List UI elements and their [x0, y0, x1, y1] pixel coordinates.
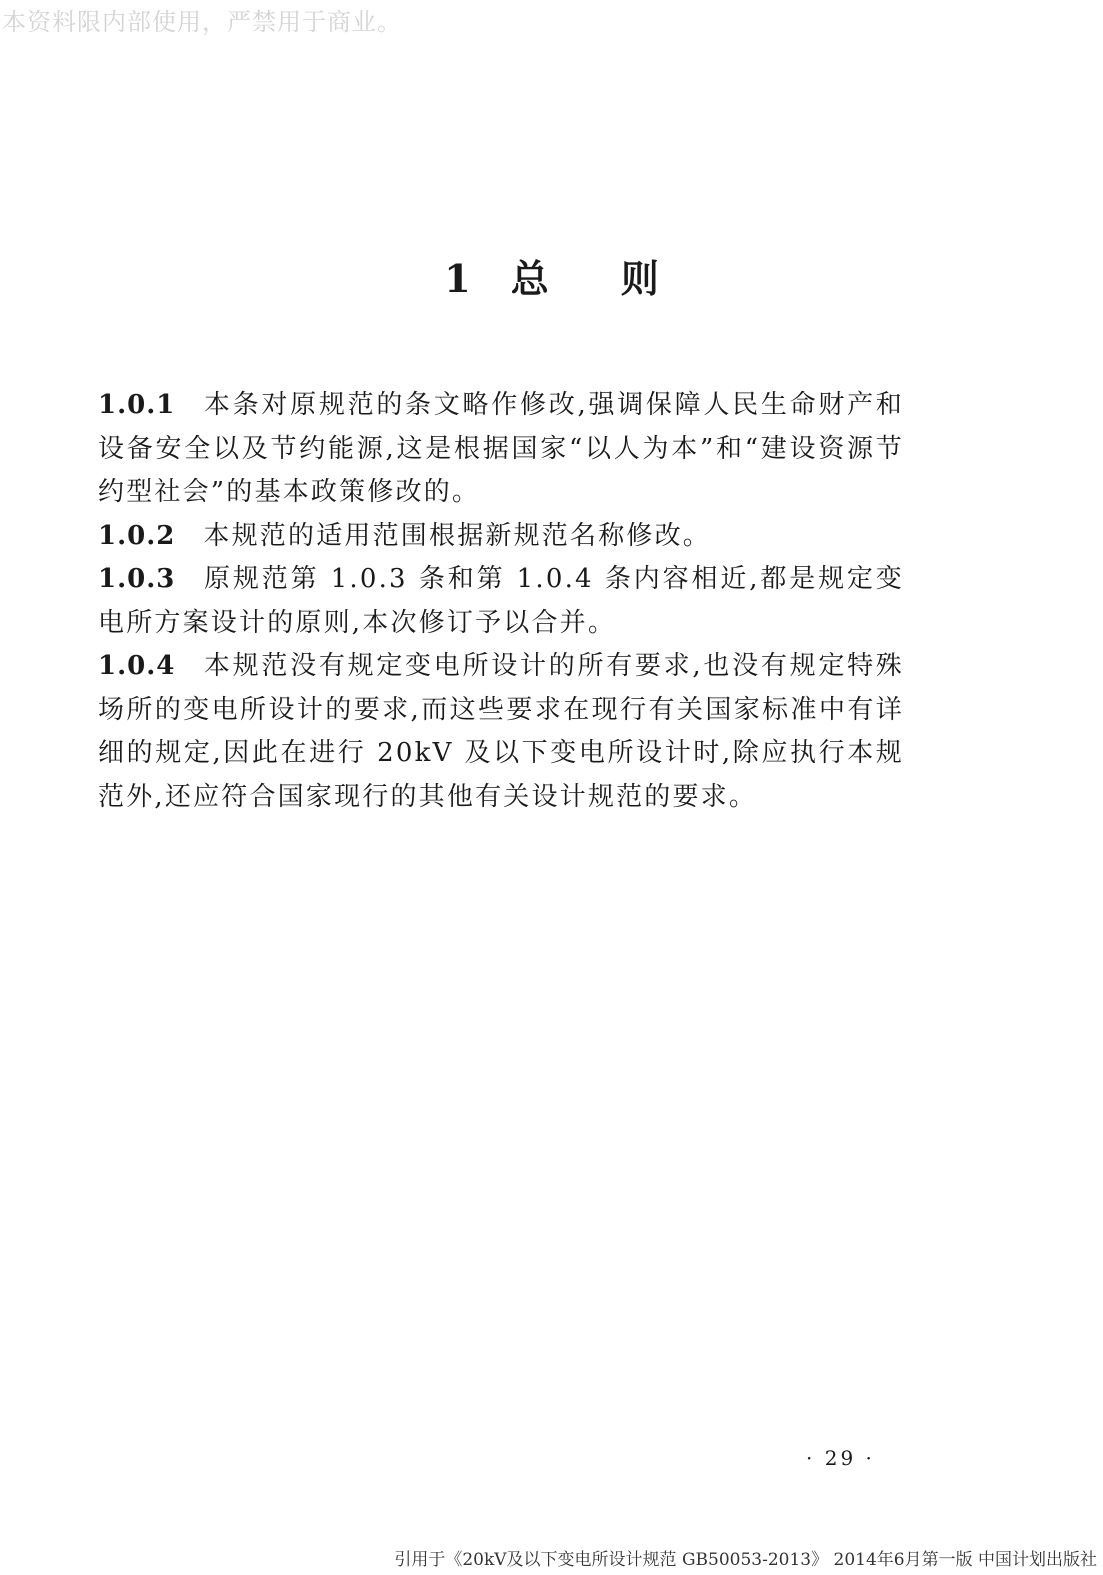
- clause-1-0-1: [98, 384, 904, 515]
- clause-text: 本规范没有规定变电所设计的所有要求,也没有规定特殊场所的变电所设计的要求,而这些要求在现行有关国家标准中有详细的规定,因此在进行 20kV 及以下变电所设计时,除应执行本规范外,还应符合国家现行的其他有关设计规范的要求。: [98, 651, 904, 812]
- clause-text: 本规范的适用范围根据新规范名称修改。: [203, 520, 711, 551]
- chapter-number: 1: [444, 256, 473, 301]
- clause-text: 本条对原规范的条文略作修改,强调保障人民生命财产和设备安全以及节约能源,这是根据国家“以人为本”和“建设资源节约型社会”的基本政策修改的。: [98, 390, 904, 507]
- watermark: 本资料限内部使用，严禁用于商业。: [2, 8, 402, 36]
- citation-footer: 引用于《20kV及以下变电所设计规范 GB50053-2013》 2014年6月第一版 中国计划出版社: [394, 1550, 1097, 1570]
- clause-number: 1.0.1: [98, 390, 176, 420]
- clause-1-0-3: [98, 558, 904, 645]
- clause-1-0-4: [98, 645, 904, 819]
- clause-number: 1.0.2: [98, 520, 176, 551]
- clauses-body: [98, 384, 904, 819]
- clause-number: 1.0.3: [98, 564, 176, 594]
- clause-1-0-2: [98, 515, 904, 559]
- chapter-title: [0, 248, 1103, 303]
- clause-text: 原规范第 1.0.3 条和第 1.0.4 条内容相近,都是规定变电所方案设计的原则,本次修订予以合并。: [98, 564, 904, 638]
- clause-number: 1.0.4: [98, 651, 176, 681]
- page-number: · 29 ·: [806, 1446, 875, 1470]
- chapter-title-text: 总则: [510, 256, 731, 301]
